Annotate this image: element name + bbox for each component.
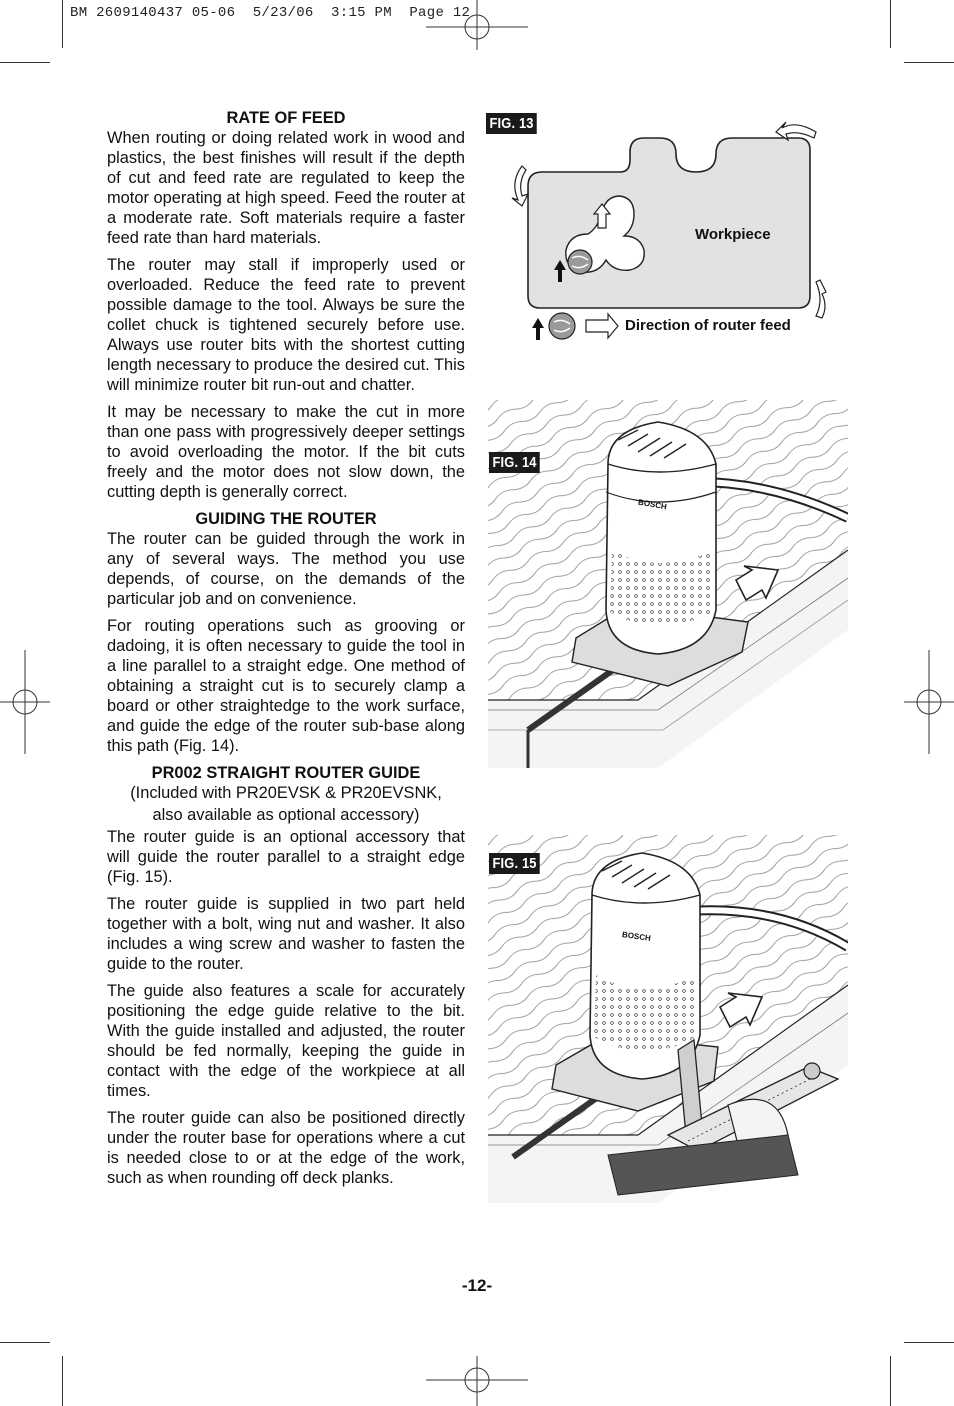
print-slug-line: BM 2609140437 05-06 5/23/06 3:15 PM Page 12 bbox=[70, 5, 471, 21]
figure-label-15: FIG. 15 bbox=[489, 853, 540, 874]
crop-mark bbox=[890, 1356, 891, 1406]
crop-mark bbox=[890, 0, 891, 48]
crop-mark bbox=[62, 1356, 63, 1406]
crop-mark bbox=[904, 62, 954, 63]
heading-rate-of-feed: RATE OF FEED bbox=[226, 109, 346, 127]
paragraph: For routing operations such as grooving or dadoing, it is often necessary to guide the tool in a line parallel to a straight edge. One method of obtaining a straight cut is to securely clamp a board or other straightedge to the work surface, and guide the edge of the router sub-base along this path (Fig. 14). bbox=[107, 617, 465, 755]
brand-logo: BOSCH bbox=[621, 930, 652, 943]
paragraph: When routing or doing related work in wood and plastics, the best finishes will result if the depth of cut and feed rate are regulated to keep the motor operating at high speed. Feed the router at a moderate rate. Soft materials require a faster feed rate than hard materials. bbox=[107, 129, 465, 247]
paragraph: The router guide can also be positioned directly under the router base for operations where a cut is needed close to or at the edge of the work, such as when rounding off deck planks. bbox=[107, 1109, 465, 1187]
crop-mark bbox=[0, 1342, 50, 1343]
crop-mark bbox=[62, 0, 63, 48]
crop-mark bbox=[0, 62, 50, 63]
figure-label-14: FIG. 14 bbox=[489, 452, 540, 473]
router-with-guide-illustration bbox=[488, 835, 848, 1205]
paragraph: The router guide is supplied in two part held together with a bolt, wing nut and washer. It also includes a wing screw and washer to fasten the guide to the router. bbox=[107, 895, 465, 973]
label-workpiece: Workpiece bbox=[695, 226, 771, 243]
subheading-line: (Included with PR20EVSK & PR20EVSNK, bbox=[130, 784, 442, 802]
paragraph: The router can be guided through the work in any of several ways. The method you use depends, of course, on the demands of the particular job and on convenience. bbox=[107, 530, 465, 608]
workpiece-diagram bbox=[500, 110, 840, 350]
paragraph: The router may stall if improperly used or overloaded. Reduce the feed rate to prevent possible damage to the tool. Always be sure the collet chuck is tightened securely before use. Always use router bits with the shortest cutting length necessary to produce the desired cut. This will minimize router bit run-out and chatter. bbox=[107, 256, 465, 394]
label-direction-of-feed: Direction of router feed bbox=[625, 317, 791, 334]
router-straightedge-illustration bbox=[488, 400, 848, 770]
registration-mark-bottom bbox=[426, 1356, 528, 1406]
paragraph: It may be necessary to make the cut in more than one pass with progressively deeper settings to avoid overloading the motor. If the bit cuts freely and the motor does not slow down, the cutting depth is generally correct. bbox=[107, 403, 465, 501]
heading-straight-router-guide: PR002 STRAIGHT ROUTER GUIDE bbox=[151, 764, 421, 782]
registration-mark-right bbox=[904, 650, 954, 754]
paragraph: The guide also features a scale for accurately positioning the edge guide relative to the bit. With the guide installed and adjusted, the router should be fed normally, keeping the guide in contact with the edge of the workpiece at all times. bbox=[107, 982, 465, 1100]
paragraph: The router guide is an optional accessory that will guide the router parallel to a straight edge (Fig. 15). bbox=[107, 828, 465, 886]
registration-mark-left bbox=[0, 650, 50, 754]
crop-mark bbox=[904, 1342, 954, 1343]
brand-logo: BOSCH bbox=[637, 497, 668, 512]
subheading-line: also available as optional accessory) bbox=[152, 806, 420, 824]
figure-label-13: FIG. 13 bbox=[486, 113, 537, 134]
registration-mark-top bbox=[426, 0, 528, 50]
page-number: -12- bbox=[461, 1276, 493, 1295]
text-column bbox=[107, 108, 465, 1195]
heading-guiding-the-router: GUIDING THE ROUTER bbox=[195, 510, 377, 528]
